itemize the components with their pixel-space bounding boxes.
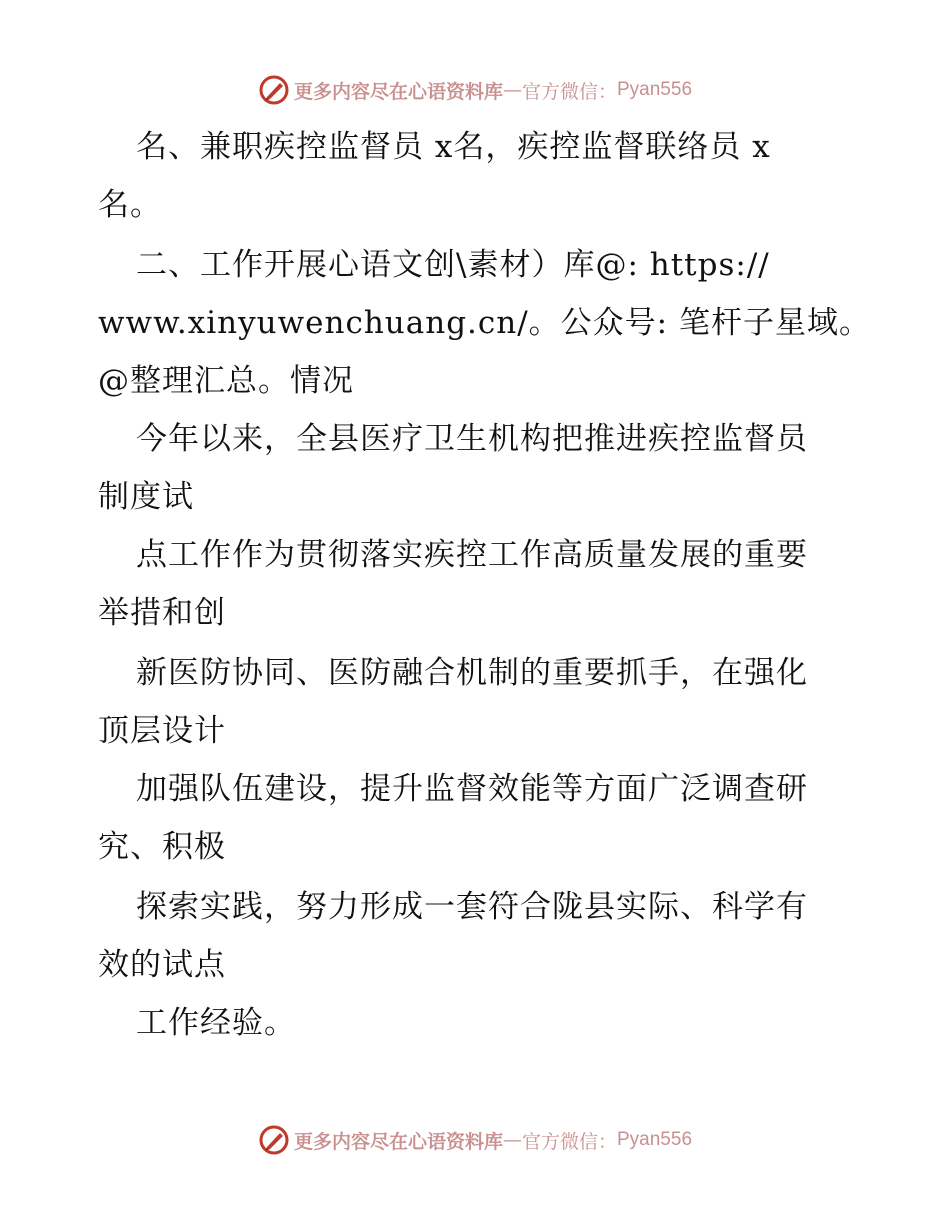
header-banner-main-text: 更多内容尽在心语资料库 — [293, 80, 503, 103]
body-line-3: 二、工作开展心语文创\素材）库@: https:// — [136, 247, 770, 283]
body-line-15: 效的试点 — [98, 947, 226, 983]
header-banner-wechat-id: Pyan556 — [617, 79, 693, 100]
body-line-11: 顶层设计 — [98, 713, 226, 749]
footer-banner-main-text: 更多内容尽在心语资料库 — [293, 1130, 503, 1153]
body-line-13: 究、积极 — [98, 829, 226, 865]
body-line-5: @整理汇总。情况 — [98, 363, 354, 399]
body-line-9: 举措和创 — [98, 595, 226, 631]
body-line-8: 点工作作为贯彻落实疾控工作高质量发展的重要 — [136, 537, 808, 573]
body-line-10: 新医防协同、医防融合机制的重要抓手，在强化 — [136, 655, 808, 691]
footer-watermark-banner — [0, 1122, 950, 1158]
footer-banner-dash: — — [502, 1129, 522, 1151]
pen-logo-icon — [258, 74, 290, 106]
footer-banner-wechat-id: Pyan556 — [617, 1129, 693, 1150]
footer-banner-sub-text: 官方微信： — [521, 1130, 617, 1153]
body-line-16: 工作经验。 — [136, 1005, 296, 1041]
header-banner-dash: — — [502, 79, 522, 101]
body-line-6: 今年以来，全县医疗卫生机构把推进疾控监督员 — [136, 421, 808, 457]
body-line-1: 名、兼职疾控监督员 x名，疾控监督联络员 x — [136, 129, 771, 165]
header-watermark-banner — [0, 72, 950, 108]
body-line-2: 名。 — [98, 187, 162, 223]
body-line-7: 制度试 — [98, 479, 194, 515]
body-line-4: www.xinyuwenchuang.cn/。公众号: 笔杆子星域。 — [98, 305, 871, 341]
header-banner-sub-text: 官方微信： — [521, 80, 617, 103]
body-line-12: 加强队伍建设，提升监督效能等方面广泛调查研 — [136, 771, 808, 807]
pen-logo-icon — [258, 1124, 290, 1156]
body-line-14: 探索实践，努力形成一套符合陇县实际、科学有 — [136, 889, 808, 925]
